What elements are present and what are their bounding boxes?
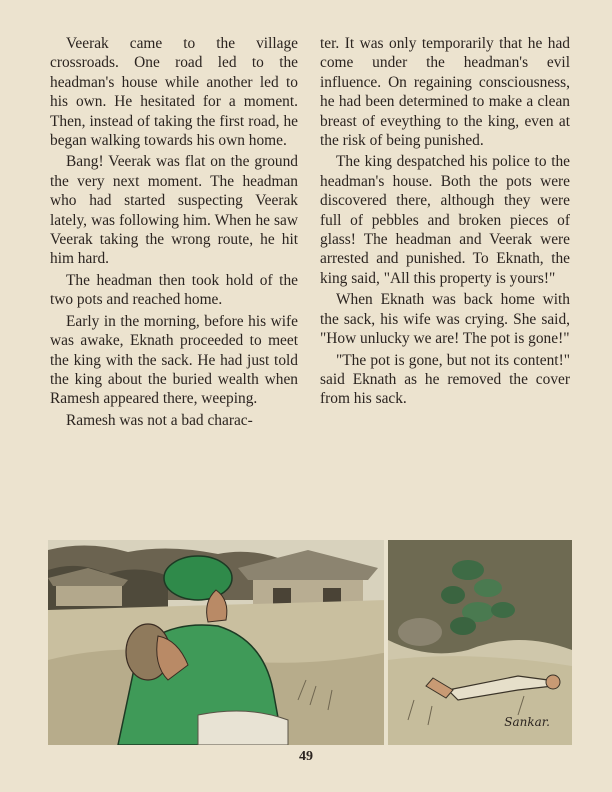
page-number: 49 [299,749,313,764]
paragraph: The king despatched his police to the headman's house. Both the pots were discovered there, although they were full of pebbles and broken pieces of glass! The headman and Veerak were arrested and punished. To Eknath, the king said, "All this property is yours!" [320,153,570,287]
text-column-left [50,34,298,432]
paragraph: Ramesh was not a bad charac- [66,411,253,429]
story-illustration [48,540,572,745]
paragraph: Early in the morning, before his wife was awake, Eknath proceeded to meet the king with the sack. He had just told the king about the buried wealth when Ramesh appeared there, weeping. [50,312,298,408]
paragraph: When Eknath was back home with the sack, his wife was crying. She said, "How unlucky we are! The pot is gone!" [320,291,570,348]
text-column-right [320,34,570,411]
artist-signature: Sankar. [504,715,550,729]
paragraph: Veerak came to the village crossroads. One road led to the headman's house while another led to his own. He hesitated for a moment. Then, instead of taking the first road, he began walking towards his own home. [50,35,298,150]
paragraph: ter. It was only temporarily that he had come under the headman's evil influence. On regaining consciousness, he had been determined to make a clean breast of eveything to the king, even at the risk of being punished. [320,35,570,150]
paragraph: Bang! Veerak was flat on the ground the very next moment. The headman who had started suspecting Veerak lately, was following him. When he saw Veerak taking the wrong route, he hit him hard. [50,153,298,268]
paragraph: The headman then took hold of the two pots and reached home. [50,271,298,309]
paragraph: "The pot is gone, but not its content!" said Eknath as he removed the cover from his sack. [320,351,570,408]
